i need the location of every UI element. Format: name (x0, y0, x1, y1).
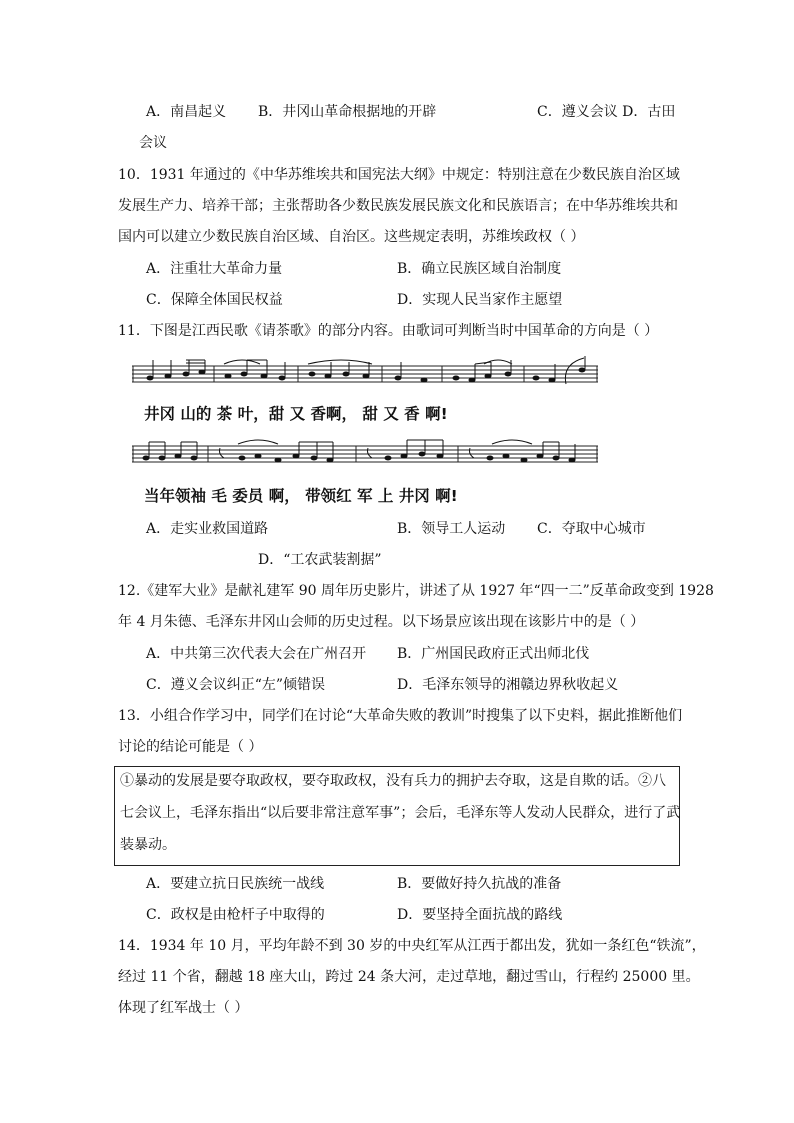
q13-source-line1: ①暴动的发展是要夺取政权，要夺取政权，没有兵力的拥护去夺取，这是自欺的话。②八 (120, 773, 666, 789)
q11-option-b: B．领导工人运动 (397, 521, 506, 537)
q12-option-a: A．中共第三次代表大会在广州召开 (146, 646, 367, 662)
music-score-line-1 (132, 354, 602, 394)
q11-option-d: D．“工农武装割据” (258, 552, 382, 568)
q13-stem-line2: 讨论的结论可能是（ ） (118, 739, 263, 755)
q12-option-b: B．广州国民政府正式出师北伐 (397, 646, 590, 662)
q10-stem-line2: 发展生产力、培养干部；主张帮助各少数民族发展民族文化和民族语言；在中华苏维埃共和 (118, 198, 678, 214)
q11-lyric-line2: 当年领袖 毛 委员 啊， 带领红 军 上 井冈 啊! (144, 487, 458, 505)
q11-stem-line1: 11．下图是江西民歌《请茶歌》的部分内容。由歌词可判断当时中国革命的方向是（ ） (118, 323, 659, 339)
q13-option-b: B．要做好持久抗战的准备 (397, 876, 562, 892)
q14-stem-line2: 经过 11 个省，翻越 18 座大山，跨过 24 条大河，走过草地，翻过雪山，行程约 25000 里。 (118, 969, 700, 985)
q13-stem-line1: 13．小组合作学习中，同学们在讨论“大革命失败的教训”时搜集了以下史料，据此推断他们 (118, 708, 683, 724)
q12-option-d: D．毛泽东领导的湘赣边界秋收起义 (397, 677, 619, 693)
q13-option-c: C．政权是由枪杆子中取得的 (146, 907, 325, 923)
q10-stem-line3: 国内可以建立少数民族自治区域、自治区。这些规定表明，苏维埃政权（ ） (118, 229, 585, 245)
q14-stem-line3: 体现了红军战士（ ） (118, 1000, 249, 1016)
q11-option-c: C．夺取中心城市 (537, 521, 646, 537)
q12-stem-line1: 12.《建军大业》是献礼建军 90 周年历史影片，讲述了从 1927 年“四一二”反革命政变到 1928 (118, 583, 714, 599)
q9-option-a: A．南昌起义 (146, 104, 227, 120)
q13-source-line2: 七会议上，毛泽东指出“以后要非常注意军事”；会后，毛泽东等人发动人民群众，进行了武 (120, 805, 681, 821)
q10-stem-line1: 10．1931 年通过的《中华苏维埃共和国宪法大纲》中规定：特别注意在少数民族自治区域 (118, 167, 680, 183)
q10-option-c: C．保障全体国民权益 (146, 292, 283, 308)
q11-lyric-line1: 井冈 山的 茶 叶，甜 又 香啊， 甜 又 香 啊! (144, 405, 448, 423)
q10-option-d: D．实现人民当家作主愿望 (397, 292, 563, 308)
q13-option-d: D．要坚持全面抗战的路线 (397, 907, 563, 923)
q10-option-b: B．确立民族区域自治制度 (397, 261, 562, 277)
q11-option-a: A．走实业救国道路 (146, 521, 269, 537)
q9-option-c-d: C．遵义会议 D．古田 (537, 104, 676, 120)
q14-stem-line1: 14．1934 年 10 月，平均年龄不到 30 岁的中央红军从江西于都出发，犹如一条红色“铁流”， (118, 938, 706, 954)
q10-option-a: A．注重壮大革命力量 (146, 261, 283, 277)
q12-stem-line2: 年 4 月朱德、毛泽东井冈山会师的历史过程。以下场景应该出现在该影片中的是（ ） (118, 614, 645, 630)
q9-option-d-continued: 会议 (139, 135, 167, 151)
q13-option-a: A．要建立抗日民族统一战线 (146, 876, 325, 892)
q13-source-line3: 装暴动。 (120, 837, 176, 853)
q9-option-b: B．井冈山革命根据地的开辟 (258, 104, 437, 120)
music-score-line-2 (132, 436, 602, 476)
q12-option-c: C．遵义会议纠正“左”倾错误 (146, 677, 326, 693)
